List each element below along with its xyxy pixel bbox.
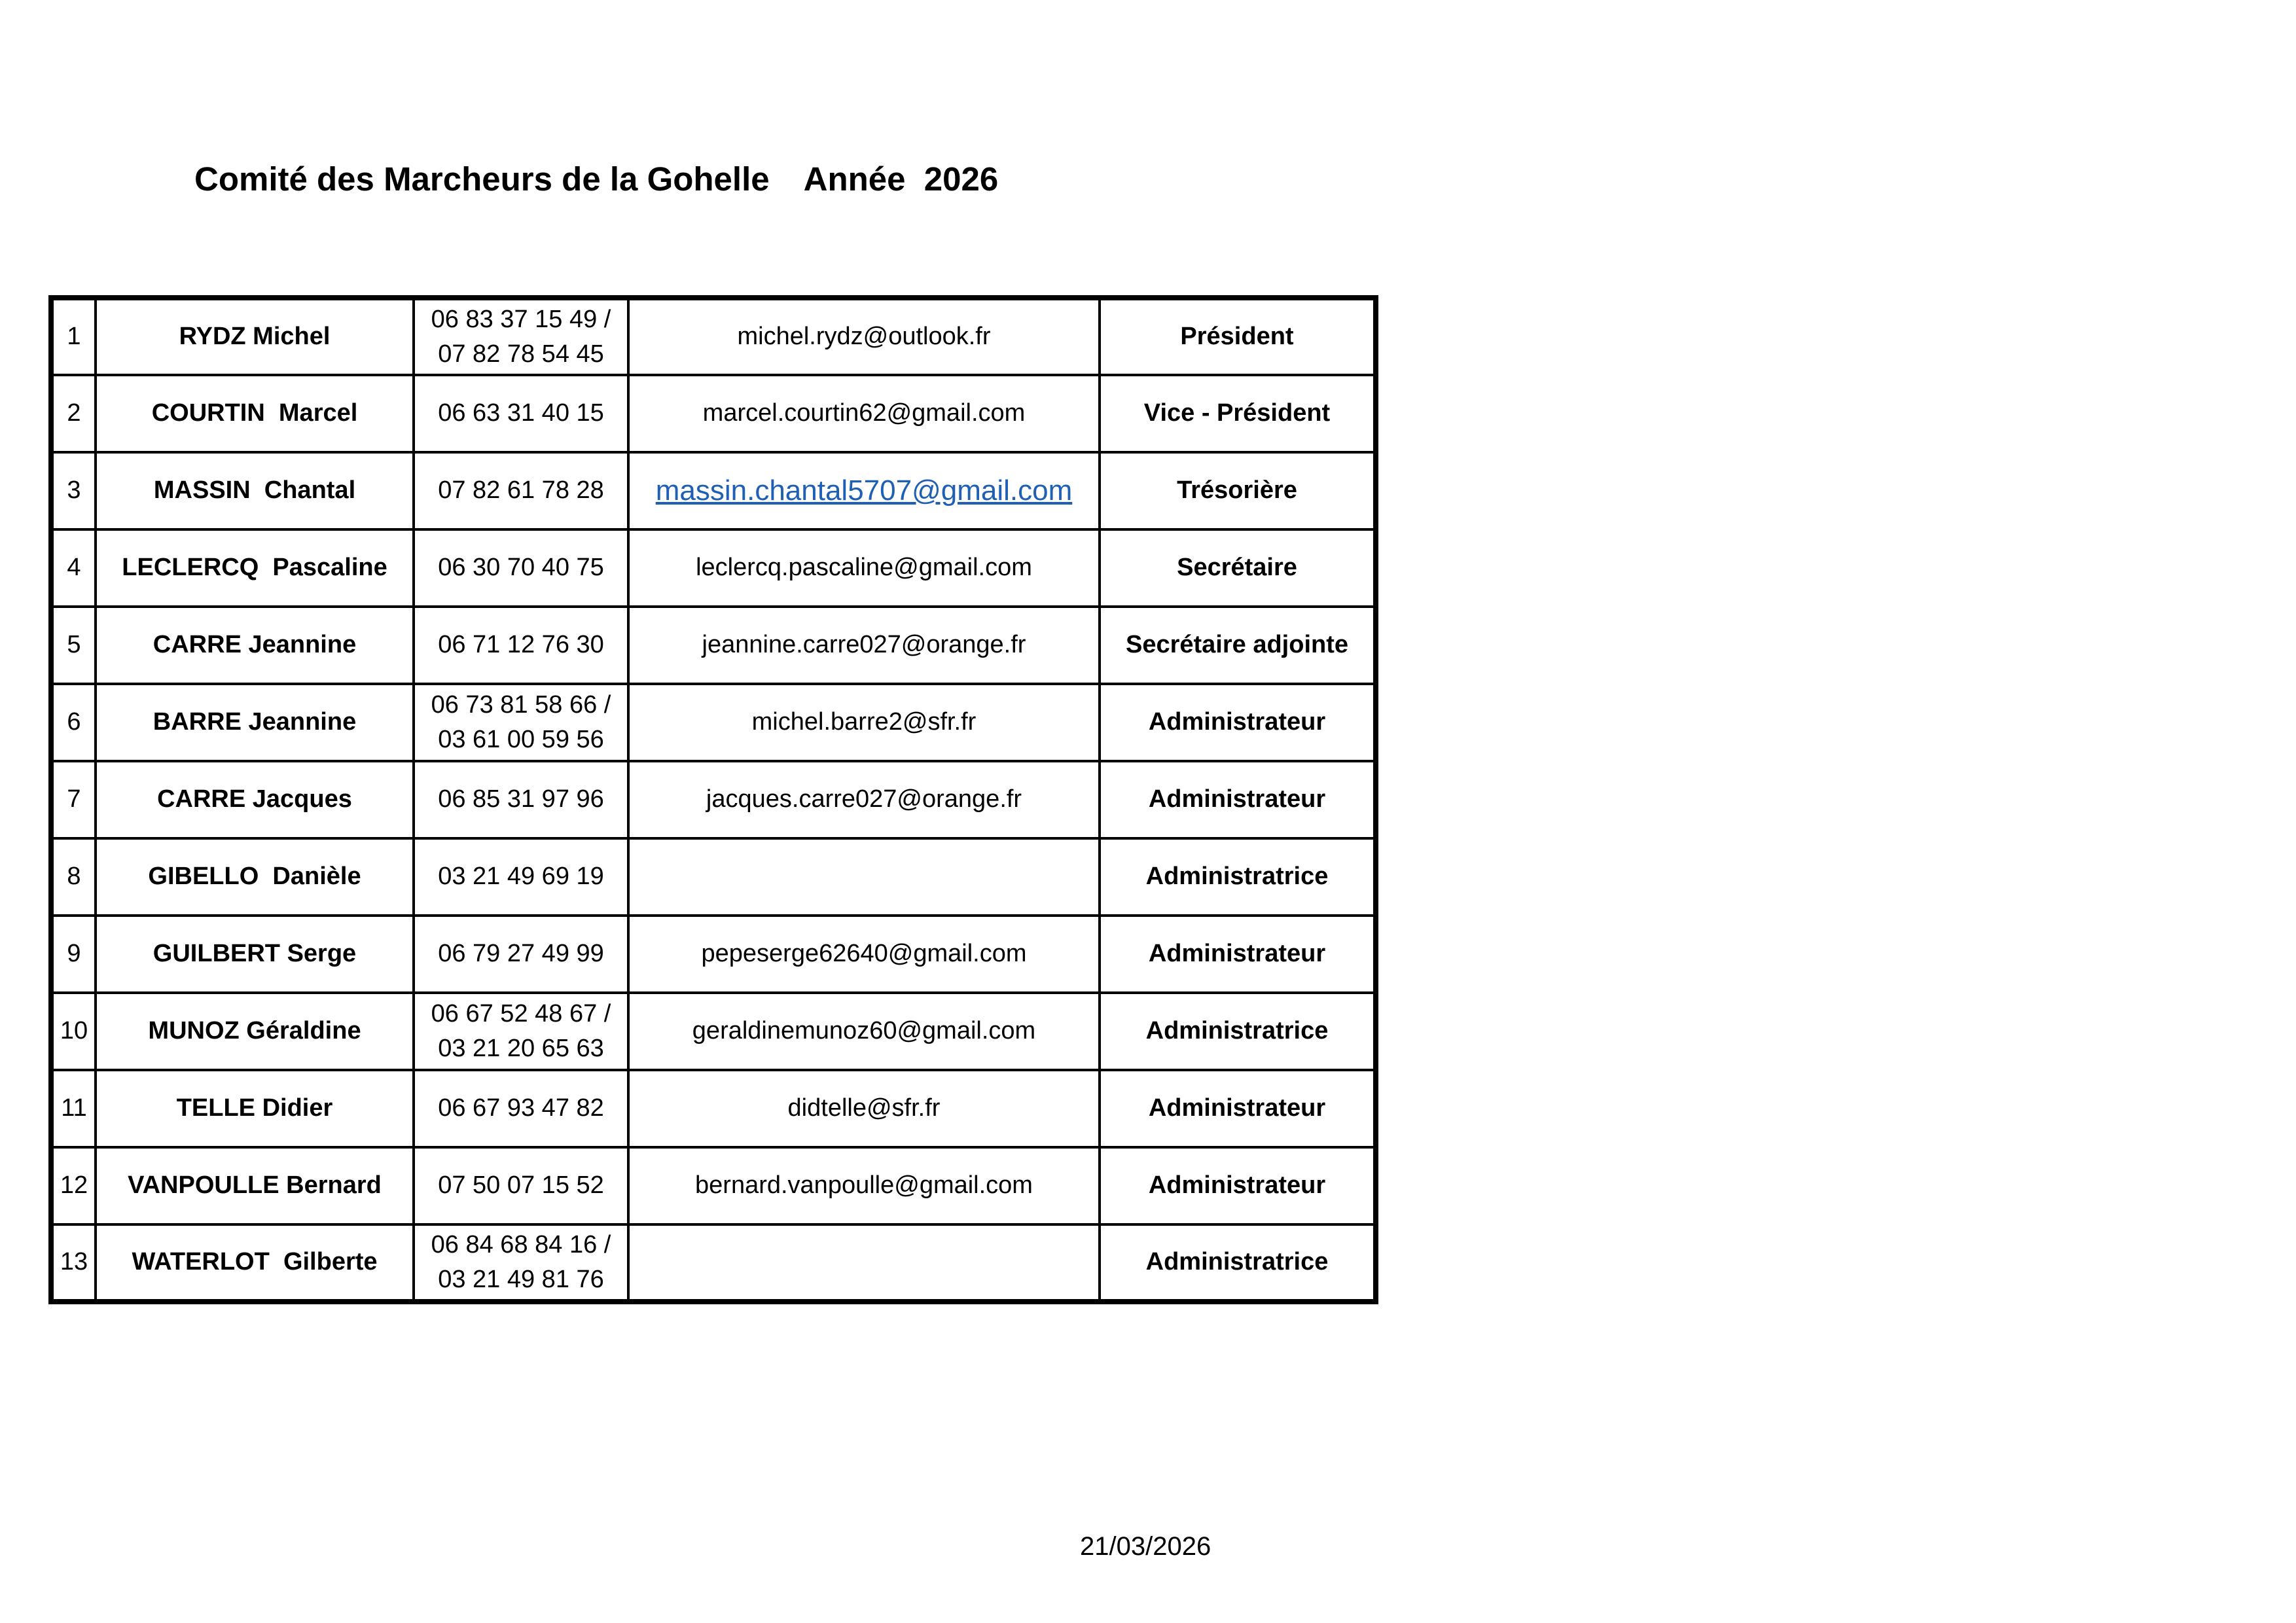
member-phone: 07 50 07 15 52: [414, 1147, 628, 1224]
member-phone: 06 85 31 97 96: [414, 761, 628, 838]
member-phone: 06 67 52 48 67 / 03 21 20 65 63: [414, 993, 628, 1070]
member-role: Administratrice: [1100, 1224, 1376, 1302]
member-role: Administrateur: [1100, 1147, 1376, 1224]
member-role: Administrateur: [1100, 916, 1376, 993]
member-number: 11: [51, 1070, 96, 1147]
table-row: [51, 684, 1376, 761]
member-name: CARRE Jeannine: [96, 607, 414, 684]
member-email: [628, 838, 1100, 916]
year-label: Année 2026: [803, 160, 999, 198]
table-row: [51, 1070, 1376, 1147]
member-phone: 06 63 31 40 15: [414, 375, 628, 452]
member-name: GIBELLO Danièle: [96, 838, 414, 916]
member-number: 8: [51, 838, 96, 916]
member-role: Secrétaire adjointe: [1100, 607, 1376, 684]
table-row: [51, 993, 1376, 1070]
member-email: jacques.carre027@orange.fr: [628, 761, 1100, 838]
table-row: [51, 607, 1376, 684]
member-role: Vice - Président: [1100, 375, 1376, 452]
member-phone: 06 84 68 84 16 / 03 21 49 81 76: [414, 1224, 628, 1302]
member-number: 5: [51, 607, 96, 684]
member-name: CARRE Jacques: [96, 761, 414, 838]
member-phone: 06 79 27 49 99: [414, 916, 628, 993]
table-row: [51, 1147, 1376, 1224]
member-phone: 03 21 49 69 19: [414, 838, 628, 916]
member-phone: 06 71 12 76 30: [414, 607, 628, 684]
member-role: Administratrice: [1100, 838, 1376, 916]
member-phone: 06 67 93 47 82: [414, 1070, 628, 1147]
table-row: [51, 1224, 1376, 1302]
member-name: RYDZ Michel: [96, 298, 414, 375]
members-table-body: [51, 298, 1376, 1302]
member-number: 1: [51, 298, 96, 375]
member-name: MUNOZ Géraldine: [96, 993, 414, 1070]
member-role: Trésorière: [1100, 452, 1376, 529]
table-row: [51, 298, 1376, 375]
table-row: [51, 838, 1376, 916]
document-date: 21/03/2026: [1080, 1532, 1211, 1561]
member-email: jeannine.carre027@orange.fr: [628, 607, 1100, 684]
committee-name: Comité des Marcheurs de la Gohelle: [194, 160, 770, 198]
member-phone: 06 83 37 15 49 / 07 82 78 54 45: [414, 298, 628, 375]
member-role: Administrateur: [1100, 1070, 1376, 1147]
table-row: [51, 761, 1376, 838]
member-number: 4: [51, 529, 96, 607]
page-title: [194, 162, 998, 196]
member-email: [628, 452, 1100, 529]
member-phone: 06 73 81 58 66 / 03 61 00 59 56: [414, 684, 628, 761]
member-number: 13: [51, 1224, 96, 1302]
member-number: 6: [51, 684, 96, 761]
member-number: 12: [51, 1147, 96, 1224]
member-email: [628, 1224, 1100, 1302]
member-name: MASSIN Chantal: [96, 452, 414, 529]
member-role: Administratrice: [1100, 993, 1376, 1070]
member-name: BARRE Jeannine: [96, 684, 414, 761]
member-email: didtelle@sfr.fr: [628, 1070, 1100, 1147]
member-email: marcel.courtin62@gmail.com: [628, 375, 1100, 452]
member-number: 2: [51, 375, 96, 452]
member-name: LECLERCQ Pascaline: [96, 529, 414, 607]
member-email: michel.barre2@sfr.fr: [628, 684, 1100, 761]
member-email: leclercq.pascaline@gmail.com: [628, 529, 1100, 607]
member-number: 3: [51, 452, 96, 529]
table-row: [51, 452, 1376, 529]
member-phone: 07 82 61 78 28: [414, 452, 628, 529]
committee-members-table: [48, 295, 1378, 1304]
member-name: WATERLOT Gilberte: [96, 1224, 414, 1302]
member-email: geraldinemunoz60@gmail.com: [628, 993, 1100, 1070]
member-number: 9: [51, 916, 96, 993]
member-role: Administrateur: [1100, 684, 1376, 761]
member-email: pepeserge62640@gmail.com: [628, 916, 1100, 993]
member-role: Président: [1100, 298, 1376, 375]
member-number: 10: [51, 993, 96, 1070]
member-email-link[interactable]: massin.chantal5707@gmail.com: [655, 474, 1073, 507]
table-row: [51, 916, 1376, 993]
table-row: [51, 375, 1376, 452]
member-role: Administrateur: [1100, 761, 1376, 838]
member-email: bernard.vanpoulle@gmail.com: [628, 1147, 1100, 1224]
table-row: [51, 529, 1376, 607]
member-phone: 06 30 70 40 75: [414, 529, 628, 607]
member-name: VANPOULLE Bernard: [96, 1147, 414, 1224]
member-role: Secrétaire: [1100, 529, 1376, 607]
member-email: michel.rydz@outlook.fr: [628, 298, 1100, 375]
member-name: COURTIN Marcel: [96, 375, 414, 452]
member-number: 7: [51, 761, 96, 838]
member-name: TELLE Didier: [96, 1070, 414, 1147]
member-name: GUILBERT Serge: [96, 916, 414, 993]
